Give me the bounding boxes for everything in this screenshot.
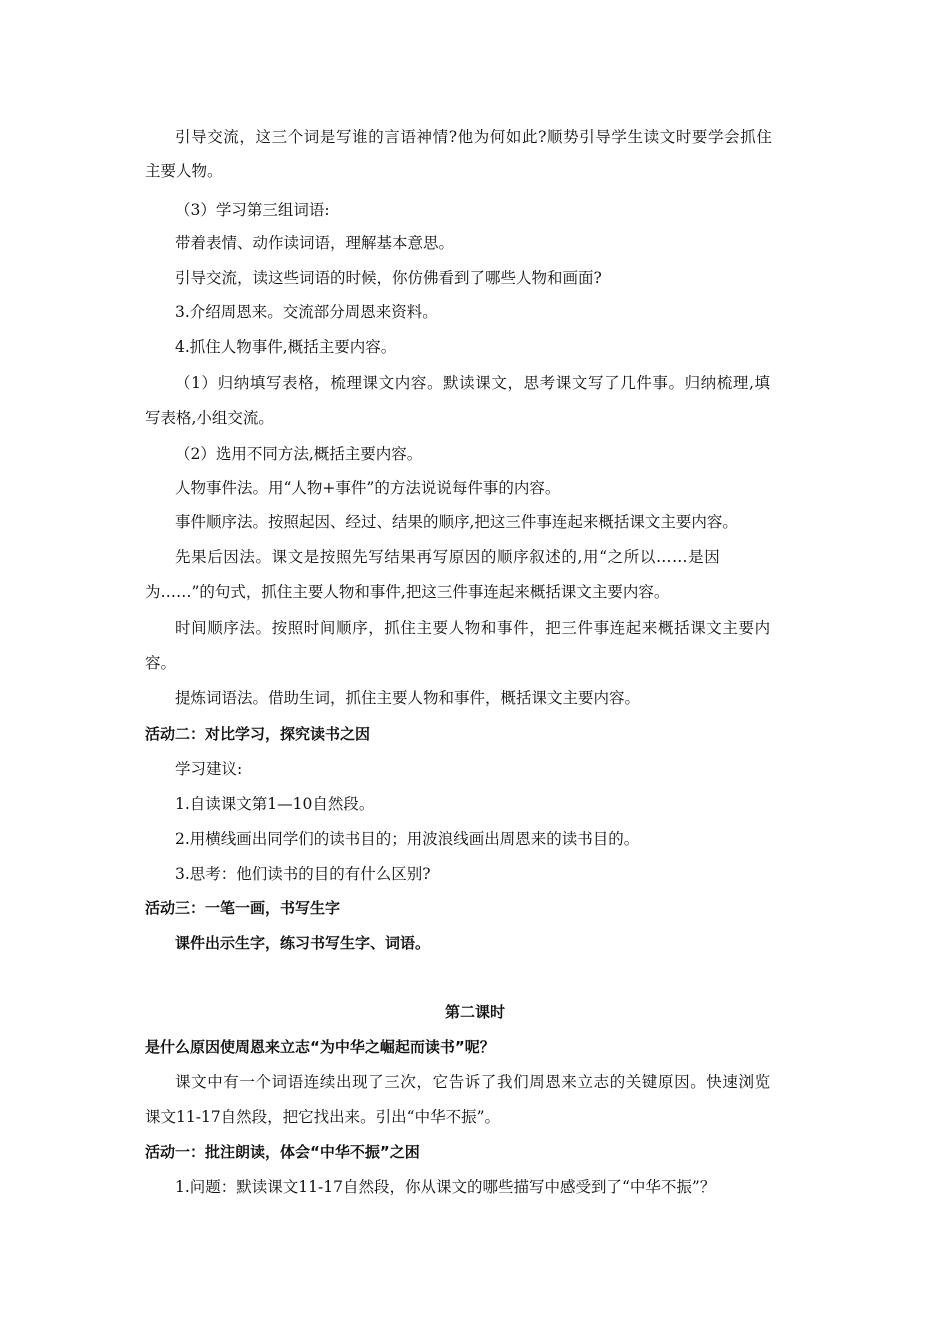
paragraph-line: （1）归纳填写表格，梳理课文内容。默读课文，思考课文写了几件事。归纳梳理,填: [175, 374, 771, 392]
paragraph-line: 事件顺序法。按照起因、经过、结果的顺序,把这三件事连起来概括课文主要内容。: [175, 513, 738, 531]
list-item: 2.用横线画出同学们的读书目的；用波浪线画出周恩来的读书目的。: [175, 830, 640, 848]
paragraph-line: 时间顺序法。按照时间顺序，抓住主要人物和事件，把三件事连起来概括课文主要内: [175, 619, 771, 637]
paragraph-line: 主要人物。: [145, 162, 223, 180]
paragraph-line: （3）学习第三组词语:: [175, 201, 330, 219]
list-item: 3.思考：他们读书的目的有什么区别?: [175, 865, 431, 883]
paragraph-line: 3.介绍周恩来。交流部分周恩来资料。: [175, 303, 438, 321]
section-title: 第二课时: [444, 1003, 505, 1021]
activity-heading: 活动三：一笔一画，书写生字: [145, 899, 341, 917]
paragraph-line: 先果后因法。课文是按照先写结果再写原因的顺序叙述的,用“之所以……是因: [175, 548, 721, 566]
paragraph-line: （2）选用不同方法,概括主要内容。: [175, 445, 423, 463]
paragraph-line: 引导交流，这三个词是写谁的言语神情?他为何如此?顺势引导学生读文时要学会抓住: [175, 128, 773, 146]
paragraph-line: 引导交流，读这些词语的时候，你仿佛看到了哪些人物和画面?: [175, 269, 602, 287]
paragraph-line: 人物事件法。用“人物+事件”的方法说说每件事的内容。: [175, 479, 561, 497]
paragraph-line: 带着表情、动作读词语，理解基本意思。: [175, 234, 455, 252]
paragraph-line: 学习建议:: [175, 760, 243, 778]
paragraph-line: 课文11-17自然段，把它找出来。引出“中华不振”。: [145, 1108, 501, 1126]
paragraph-line: 为……”的句式，抓住主要人物和事件,把这三件事连起来概括课文主要内容。: [145, 583, 670, 601]
list-item: 1.问题：默读课文11-17自然段，你从课文的哪些描写中感受到了“中华不振”？: [175, 1178, 716, 1196]
bold-paragraph-line: 课件出示生字，练习书写生字、词语。: [175, 934, 431, 952]
paragraph-line: 容。: [145, 654, 177, 672]
question-heading: 是什么原因使周恩来立志“为中华之崛起而读书”呢？: [145, 1038, 495, 1056]
list-item: 1.自读课文第1—10自然段。: [175, 795, 375, 813]
paragraph-line: 写表格,小组交流。: [145, 409, 274, 427]
paragraph-line: 课文中有一个词语连续出现了三次，它告诉了我们周恩来立志的关键原因。快速浏览: [175, 1073, 771, 1091]
paragraph-line: 4.抓住人物事件,概括主要内容。: [175, 338, 397, 356]
activity-heading: 活动二：对比学习，探究读书之因: [145, 725, 371, 743]
activity-heading: 活动一：批注朗读，体会“中华不振”之困: [145, 1143, 420, 1161]
paragraph-line: 提炼词语法。借助生词，抓住主要人物和事件，概括课文主要内容。: [175, 689, 641, 707]
